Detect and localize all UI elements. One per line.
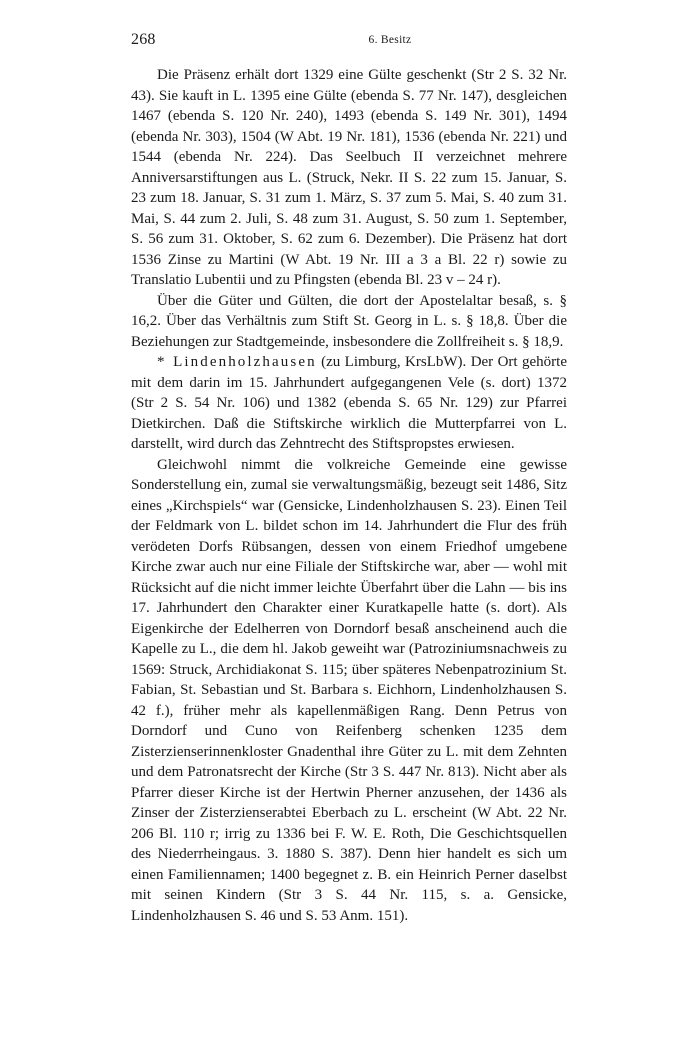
- page-number: 268: [131, 31, 156, 48]
- running-head: 6. Besitz: [368, 34, 412, 46]
- paragraph: [131, 352, 567, 455]
- paragraph: Gleichwohl nimmt die volkreiche Gemeinde eine gewisse Sonderstellung ein, zumal sie verwaltungsmäßig, bezeugt seit 1486, Sitz eines „Kirchspiels“ war (Gensicke, Lindenholzhausen S. 23). Einen Teil der Feldmark von L. bildet schon im 14. Jahrhundert die Flur des früh verödeten Dorfs Rübsangen, dessen von einem Friedhof umgebene Kirche zwar auch nur eine Filiale der Stiftskirche war, aber — wohl mit Rücksicht auf die nicht immer leichte Überfahrt über die Lahn — bis ins 17. Jahrhundert den Charakter einer Kuratkapelle hatte (s. dort). Als Eigenkirche der Edelherren von Dorndorf besaß anscheinend auch die Kapelle zu L., die dem hl. Jakob geweiht war (Patroziniumsnachweis zu 1569: Struck, Archidiakonat S. 115; über späteres Nebenpatrozinium St. Fabian, St. Sebastian und St. Barbara s. Eichhorn, Lindenholzhausen S. 42 f.), früher mehr als kapellenmäßigen Rang. Denn Petrus von Dorndorf und Cuno von Reifenberg schenken 1235 dem Zisterzienserinnenkloster Gnadenthal ihre Güter zu L. mit dem Zehnten und dem Patronatsrecht der Kirche (Str 3 S. 447 Nr. 813). Nicht aber als Pfarrer dieser Kirche ist der Hertwin Pherner anzusehen, der 1436 als Zinser der Zisterzienserabtei Eberbach zu L. erscheint (W Abt. 22 Nr. 206 Bl. 110 r; irrig zu 1336 bei F. W. E. Roth, Die Geschichtsquellen des Niederrheingaus. 3. 1880 S. 387). Denn hier handelt es sich um einen Familiennamen; 1400 begegnet z. B. ein Heinrich Perner daselbst mit seinen Kindern (Str 3 S. 44 Nr. 115, s. a. Gensicke, Lindenholzhausen S. 46 und S. 53 Anm. 151).: [131, 456, 567, 924]
- paragraph: Über die Güter und Gülten, die dort der Apostelaltar besaß, s. § 16,2. Über das Verhältnis zum Stift St. Georg in L. s. § 18,8. Über die Beziehungen zur Stadtgemeinde, insbesondere die Zollfreiheit s. § 18,9.: [131, 292, 567, 350]
- entry-heading: * Lindenholzhausen: [157, 354, 317, 370]
- paragraph-text: (zu Limburg, KrsLbW). Der Ort gehörte mit dem darin im 15. Jahrhundert aufgegangenen Vele (s. dort) 1372 (Str 2 S. 54 Nr. 106) und 1382 (ebenda S. 65 Nr. 129) zur Pfarrei Dietkirchen. Daß die Stiftskirche wirklich die Mutterpfarrei von L. darstellt, wird durch das Zehntrecht des Stiftspropstes erwiesen.: [131, 354, 567, 452]
- paragraph: Die Präsenz erhält dort 1329 eine Gülte geschenkt (Str 2 S. 32 Nr. 43). Sie kauft in L. 1395 eine Gülte (ebenda S. 77 Nr. 147), desgleichen 1467 (ebenda S. 120 Nr. 240), 1493 (ebenda S. 149 Nr. 301), 1494 (ebenda Nr. 303), 1504 (W Abt. 19 Nr. 181), 1536 (ebenda Nr. 221) und 1544 (ebenda Nr. 224). Das Seelbuch II verzeichnet mehrere Anniversarstiftungen aus L. (Struck, Nekr. II S. 22 zum 15. Januar, S. 23 zum 18. Januar, S. 31 zum 1. März, S. 37 zum 5. Mai, S. 40 zum 31. Mai, S. 44 zum 2. Juli, S. 48 zum 31. August, S. 50 zum 1. September, S. 56 zum 31. Oktober, S. 62 zum 6. Dezember). Die Präsenz hat dort 1536 Zinse zu Martini (W Abt. 19 Nr. III a 3 a Bl. 22 r) sowie zu Translatio Lubentii und zu Pfingsten (ebenda Bl. 23 v – 24 r).: [131, 67, 567, 288]
- body-text: [131, 65, 567, 926]
